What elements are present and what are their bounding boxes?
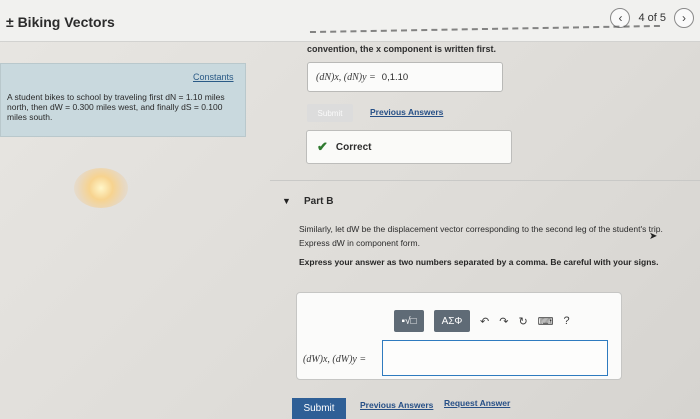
glare-spot xyxy=(74,168,128,208)
part-b-instructions: Similarly, let dW be the displacement vector corresponding to the second leg of the student's trip. Express dW in component form. xyxy=(299,224,663,248)
chevron-right-icon[interactable]: › xyxy=(674,8,694,28)
correct-banner xyxy=(306,130,512,164)
part-a-answer-box xyxy=(307,62,503,92)
section-divider xyxy=(270,180,700,181)
keyboard-icon[interactable]: ⌨ xyxy=(537,315,554,328)
page-indicator: 4 of 5 xyxy=(638,12,666,24)
mouse-cursor-icon: ➤ xyxy=(649,231,658,242)
part-b-submit-button[interactable]: Submit xyxy=(292,398,346,419)
request-answer-link[interactable]: Request Answer xyxy=(444,398,511,408)
constants-link[interactable]: Constants xyxy=(193,72,234,82)
part-a-field-value: 0,1.10 xyxy=(381,71,409,83)
collapse-arrow-icon[interactable]: ▼ xyxy=(282,196,291,206)
symbol-button[interactable]: ΑΣΦ xyxy=(434,310,470,332)
help-icon[interactable]: ? xyxy=(563,315,570,327)
part-b-field-label: (dW)x, (dW)y = xyxy=(303,354,367,365)
template-button[interactable]: ▪√□ xyxy=(394,310,424,332)
convention-note: convention, the x component is written first. xyxy=(307,44,497,54)
checkmark-icon: ✔ xyxy=(317,139,328,154)
undo-icon[interactable]: ↶ xyxy=(480,315,490,328)
problem-statement: A student bikes to school by traveling first dN = 1.10 miles north, then dW = 0.300 miles west, and finally dS = 0.100 miles south. xyxy=(7,92,225,122)
part-b-heading: Part B xyxy=(304,196,334,207)
part-b-format-instructions: Express your answer as two numbers separated by a comma. Be careful with your signs. xyxy=(299,257,659,267)
part-a-submit-button[interactable]: Submit xyxy=(307,104,353,122)
part-b-previous-answers-link[interactable]: Previous Answers xyxy=(360,400,434,410)
math-toolbar xyxy=(394,310,570,332)
reset-icon[interactable]: ↻ xyxy=(518,315,528,328)
redo-icon[interactable]: ↷ xyxy=(499,315,509,328)
part-a-previous-answers-link[interactable]: Previous Answers xyxy=(370,107,444,117)
page-title: ± Biking Vectors xyxy=(6,14,115,30)
part-b-answer-input[interactable] xyxy=(382,340,608,376)
chevron-left-icon[interactable]: ‹ xyxy=(610,8,630,28)
correct-label: Correct xyxy=(335,141,372,153)
problem-panel xyxy=(0,63,246,137)
part-a-field-label: (dN)x, (dN)y = xyxy=(316,71,376,83)
